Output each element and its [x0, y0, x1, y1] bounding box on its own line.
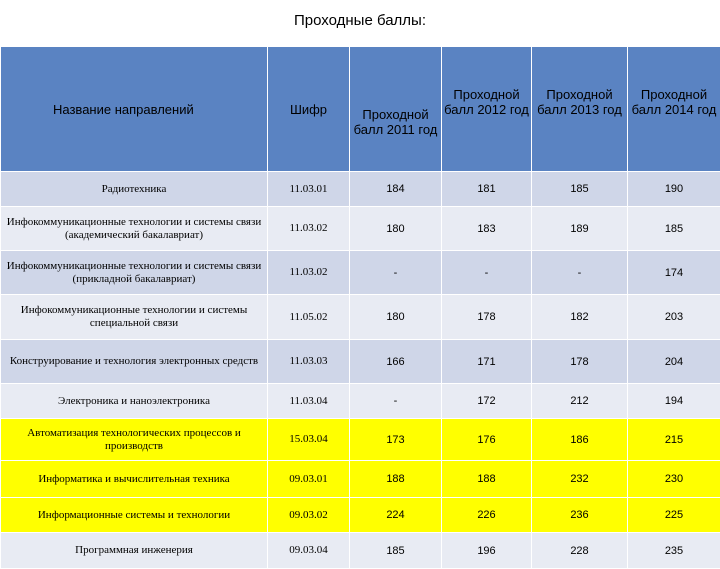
row-2012: -: [442, 251, 532, 295]
row-2014: 225: [628, 498, 720, 533]
row-2012: 188: [442, 461, 532, 498]
header-2012: Проходной балл 2012 год: [442, 47, 532, 172]
row-code: 09.03.04: [268, 533, 350, 569]
row-2012: 226: [442, 498, 532, 533]
row-2013: -: [532, 251, 628, 295]
row-name: Радиотехника: [1, 172, 268, 207]
row-2011: 173: [350, 419, 442, 461]
table-row: [1, 419, 720, 461]
row-name: Программная инженерия: [1, 533, 268, 569]
row-code: 09.03.01: [268, 461, 350, 498]
row-2013: 182: [532, 295, 628, 340]
row-code: 11.05.02: [268, 295, 350, 340]
row-2011: 180: [350, 295, 442, 340]
row-2013: 236: [532, 498, 628, 533]
row-2011: 166: [350, 340, 442, 384]
row-name: Электроника и наноэлектроника: [1, 384, 268, 419]
scores-table: [0, 46, 720, 569]
row-code: 11.03.01: [268, 172, 350, 207]
header-2011: Проходной балл 2011 год: [350, 47, 442, 172]
row-2013: 232: [532, 461, 628, 498]
row-2011: 184: [350, 172, 442, 207]
row-name: Конструирование и технология электронных средств: [1, 340, 268, 384]
row-2014: 235: [628, 533, 720, 569]
row-2011: 180: [350, 207, 442, 251]
table-row: [1, 340, 720, 384]
row-2014: 185: [628, 207, 720, 251]
table-row: [1, 498, 720, 533]
row-2011: -: [350, 251, 442, 295]
header-2014: Проходной балл 2014 год: [628, 47, 720, 172]
row-code: 11.03.03: [268, 340, 350, 384]
header-2013: Проходной балл 2013 год: [532, 47, 628, 172]
row-code: 11.03.02: [268, 207, 350, 251]
row-code: 09.03.02: [268, 498, 350, 533]
row-2011: 188: [350, 461, 442, 498]
row-2014: 194: [628, 384, 720, 419]
row-code: 11.03.02: [268, 251, 350, 295]
row-name: Инфокоммуникационные технологии и системы специальной связи: [1, 295, 268, 340]
table-row: [1, 251, 720, 295]
row-2014: 204: [628, 340, 720, 384]
row-2014: 174: [628, 251, 720, 295]
row-code: 15.03.04: [268, 419, 350, 461]
row-2014: 203: [628, 295, 720, 340]
table-row: [1, 461, 720, 498]
header-code: Шифр: [268, 47, 350, 172]
row-2012: 171: [442, 340, 532, 384]
row-2013: 189: [532, 207, 628, 251]
row-2013: 228: [532, 533, 628, 569]
row-name: Информационные системы и технологии: [1, 498, 268, 533]
row-2012: 183: [442, 207, 532, 251]
row-2011: -: [350, 384, 442, 419]
row-code: 11.03.04: [268, 384, 350, 419]
row-2013: 178: [532, 340, 628, 384]
row-name: Инфокоммуникационные технологии и системы связи (прикладной бакалавриат): [1, 251, 268, 295]
row-2013: 186: [532, 419, 628, 461]
row-2013: 185: [532, 172, 628, 207]
row-2013: 212: [532, 384, 628, 419]
row-name: Автоматизация технологических процессов и производств: [1, 419, 268, 461]
row-2014: 190: [628, 172, 720, 207]
row-2011: 185: [350, 533, 442, 569]
row-name: Информатика и вычислительная техника: [1, 461, 268, 498]
table-row: [1, 172, 720, 207]
row-2012: 178: [442, 295, 532, 340]
header-row: [1, 47, 720, 172]
row-name: Инфокоммуникационные технологии и системы связи (академический бакалавриат): [1, 207, 268, 251]
row-2012: 196: [442, 533, 532, 569]
table-row: [1, 384, 720, 419]
table-row: [1, 295, 720, 340]
header-name: Название направлений: [1, 47, 268, 172]
row-2014: 230: [628, 461, 720, 498]
page-title: Проходные баллы:: [0, 12, 720, 29]
table-row: [1, 207, 720, 251]
row-2011: 224: [350, 498, 442, 533]
row-2012: 172: [442, 384, 532, 419]
row-2012: 181: [442, 172, 532, 207]
table-row: [1, 533, 720, 569]
row-2014: 215: [628, 419, 720, 461]
row-2012: 176: [442, 419, 532, 461]
